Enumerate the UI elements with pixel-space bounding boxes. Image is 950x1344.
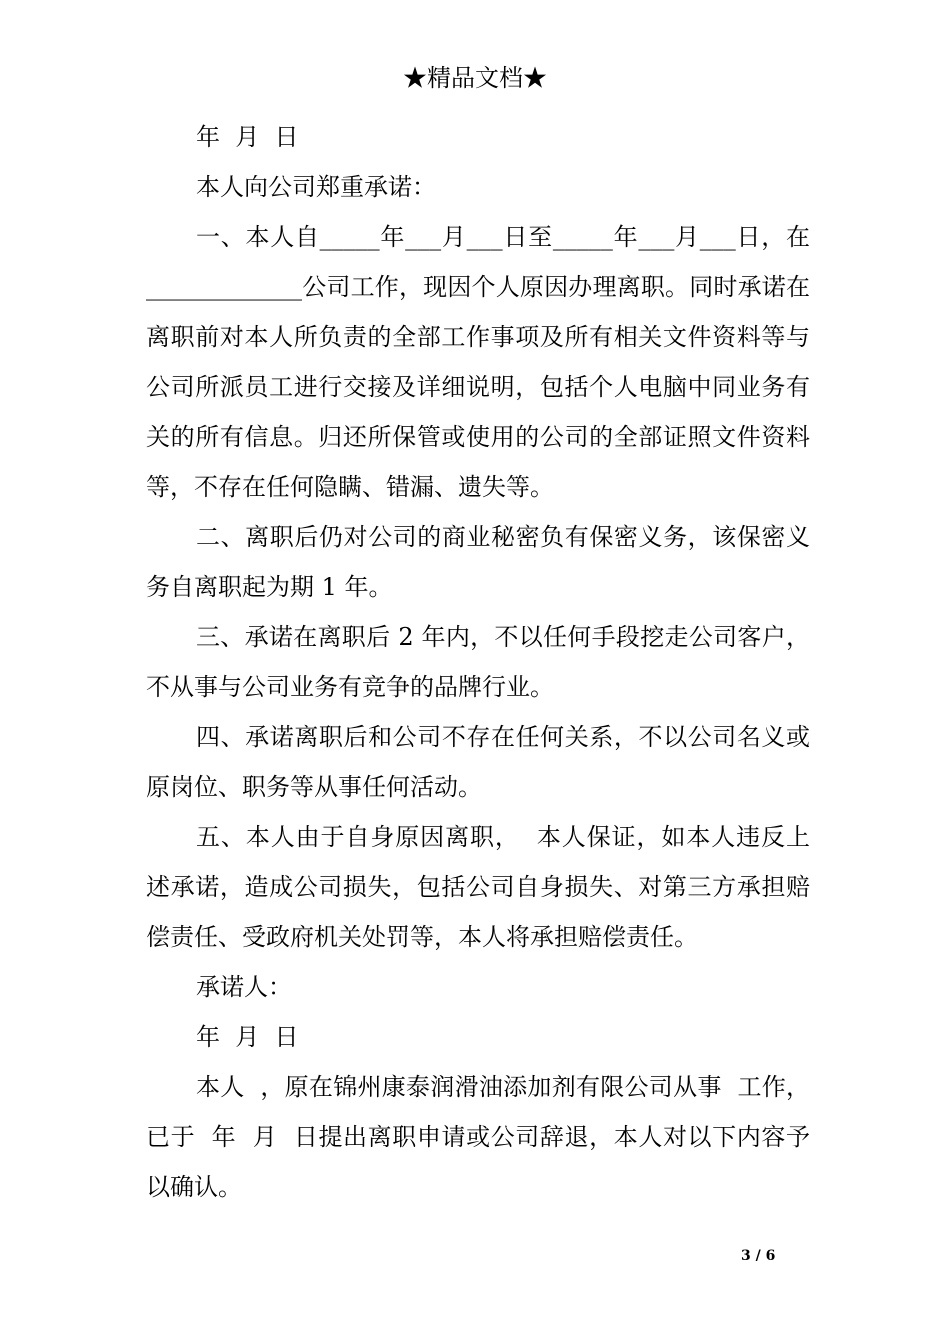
signer-line: 承诺人：	[196, 973, 292, 1001]
clause-one: 一、本人自_____年___月___日至_____年___月___日，在_____________公司工作，现因个人原因办理离职。同时承诺在离职前对本人所负责的全部工作事项及所有相关文件资料等与公司所派员工进行交接及详细说明，包括个人电脑中同业务有关的所有信息。归还所保管或使用的公司的全部证照文件资料等，不存在任何隐瞒、错漏、遗失等。	[146, 223, 810, 501]
clause-four: 四、承诺离职后和公司不存在任何关系，不以公司名义或原岗位、职务等从事任何活动。	[146, 723, 810, 801]
confirmation-paragraph: 本人 ，原在锦州康泰润滑油添加剂有限公司从事 工作，已于 年 月 日提出离职申请或公司辞退，本人对以下内容予以确认。	[146, 1073, 810, 1201]
clause-two: 二、离职后仍对公司的商业秘密负有保密义务，该保密义务自离职起为期 1 年。	[146, 523, 810, 601]
document-header: ★精品文档★	[403, 64, 547, 92]
document-body	[146, 112, 810, 1212]
promise-intro: 本人向公司郑重承诺：	[196, 173, 436, 201]
date-line: 年 月 日	[196, 123, 299, 151]
page-number: 3 / 6	[741, 1248, 776, 1264]
date-line-2: 年 月 日	[196, 1023, 299, 1051]
clause-three: 三、承诺在离职后 2 年内，不以任何手段挖走公司客户，不从事与公司业务有竞争的品牌行业。	[146, 623, 810, 701]
clause-five: 五、本人由于自身原因离职， 本人保证，如本人违反上述承诺，造成公司损失，包括公司自身损失、对第三方承担赔偿责任、受政府机关处罚等，本人将承担赔偿责任。	[146, 823, 810, 951]
